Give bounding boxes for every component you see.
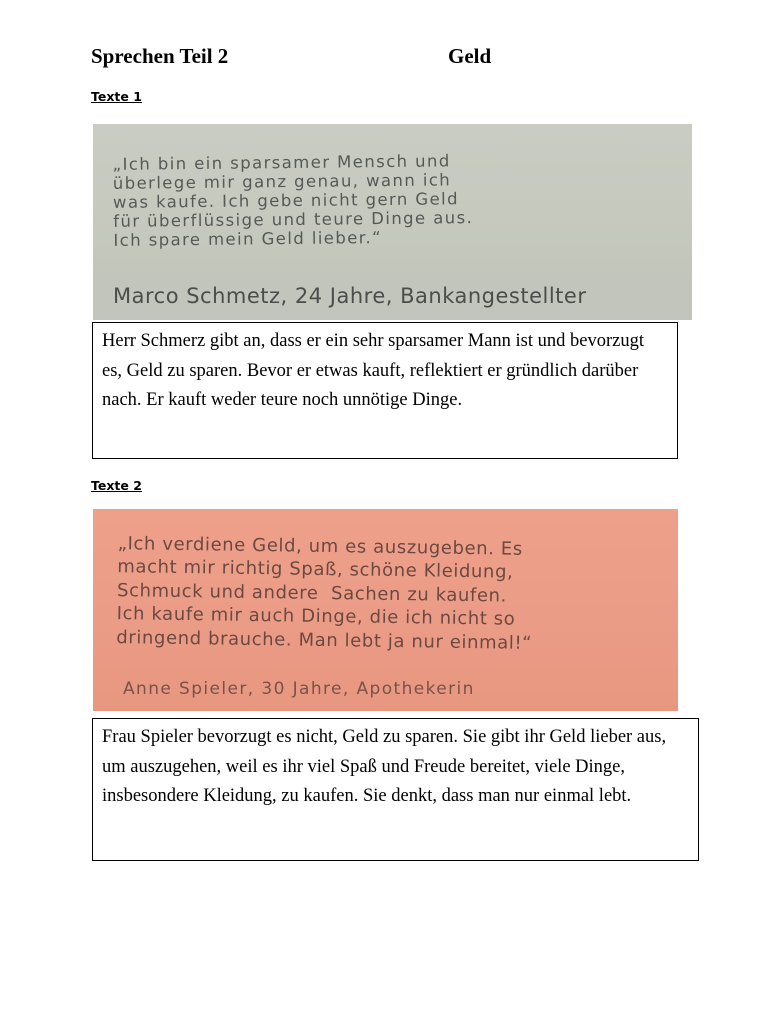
- summary-box-2: Frau Spieler bevorzugt es nicht, Geld zu sparen. Sie gibt ihr Geld lieber aus, um auszugehen, weil es ihr viel Spaß und Freude bereitet, viele Dinge, insbesondere Kleidung, zu kaufen. Sie denkt, dass man nur einmal lebt.: [92, 718, 699, 861]
- topic-title: Geld: [448, 44, 492, 68]
- photo-quote-text: „Ich verdiene Geld, um es auszugeben. Es macht mir richtig Spaß, schöne Kleidung, Schmuck und andere Sachen zu kaufen. Ich kaufe mir auch Dinge, die ich nicht so dringend brauche. Man lebt ja nur einmal!“: [116, 533, 533, 654]
- section-label-2: Texte 2: [91, 478, 142, 493]
- photo-author-text: Anne Spieler, 30 Jahre, Apothekerin: [123, 679, 475, 699]
- page-title: Sprechen Teil 2: [91, 44, 229, 68]
- quote-photo-2: [93, 509, 678, 711]
- photo-author-text: Marco Schmetz, 24 Jahre, Bankangestellter: [113, 284, 587, 308]
- summary-box-1: Herr Schmerz gibt an, dass er ein sehr sparsamer Mann ist und bevorzugt es, Geld zu sparen. Bevor er etwas kauft, reflektiert er gründlich darüber nach. Er kauft weder teure noch unnötige Dinge.: [92, 322, 678, 459]
- quote-photo-1: [93, 124, 692, 320]
- photo-quote-text: „Ich bin ein sparsamer Mensch und überlege mir ganz genau, wann ich was kaufe. Ich gebe nicht gern Geld für überflüssige und teure Dinge aus. Ich spare mein Geld lieber.“: [112, 151, 474, 250]
- section-label-1: Texte 1: [91, 89, 142, 104]
